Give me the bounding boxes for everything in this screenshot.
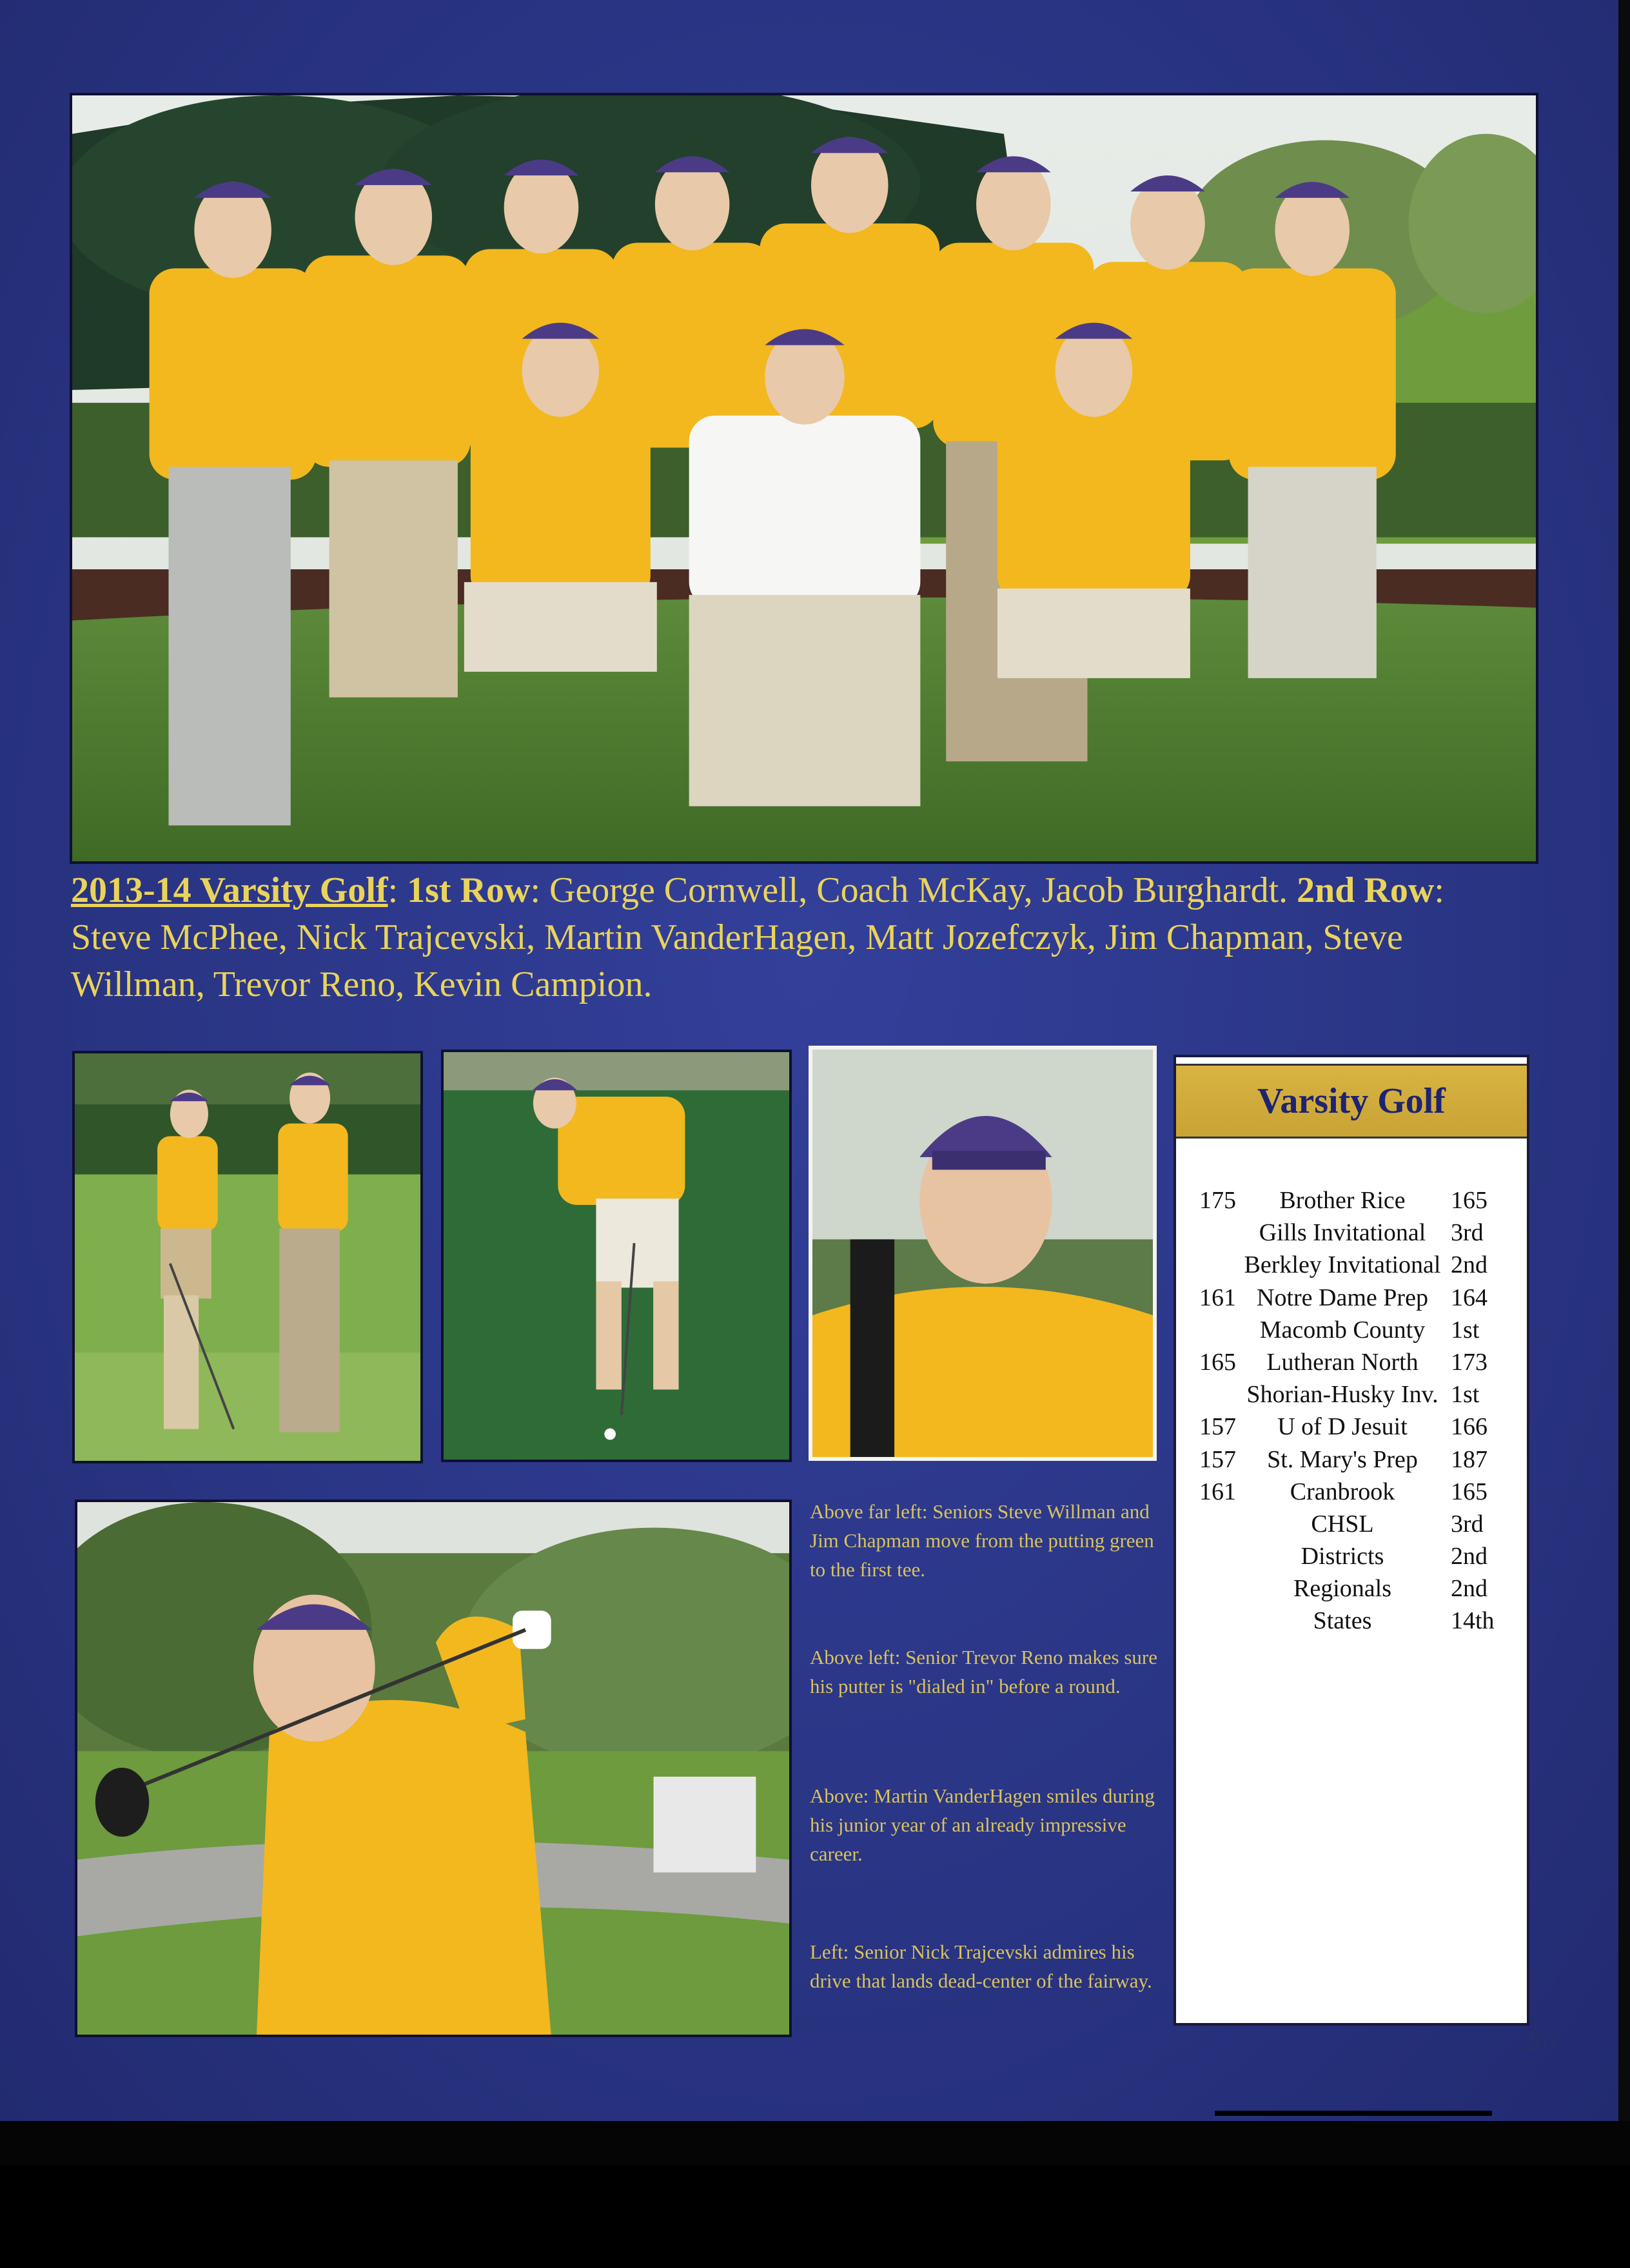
opponent-name: Notre Dame Prep	[1257, 1284, 1428, 1311]
head-coach-name: Doug McKay	[1252, 2226, 1451, 2265]
team-caption-title: 2013-14 Varsity Golf	[71, 870, 388, 910]
opponent-score: 1st	[1451, 1381, 1480, 1409]
row2-label: 2nd Row	[1297, 870, 1435, 910]
opponent-score: 2nd	[1451, 1543, 1488, 1570]
our-score: 161	[1199, 1478, 1236, 1505]
opponent-name: Macomb County	[1259, 1316, 1426, 1344]
opponent-score: 165	[1451, 1478, 1488, 1505]
schedule-row	[1188, 1186, 1523, 1218]
opponent-score: 2nd	[1451, 1251, 1488, 1279]
opponent-score: 173	[1451, 1348, 1488, 1376]
schedule-row	[1188, 1445, 1523, 1478]
opponent-score: 1st	[1451, 1316, 1480, 1344]
opponent-name: CHSL	[1311, 1510, 1374, 1538]
schedule-row	[1188, 1574, 1523, 1607]
our-score: 165	[1199, 1348, 1236, 1376]
opponent-score: 3rd	[1451, 1510, 1484, 1538]
opponent-name: Gills Invitational	[1259, 1219, 1426, 1247]
opponent-score: 2nd	[1451, 1575, 1488, 1603]
schedule-row	[1188, 1542, 1523, 1574]
row1-names: : George Cornwell, Coach McKay, Jacob Burghardt.	[530, 870, 1297, 910]
caption-far-left: Above far left: Seniors Steve Willman and Jim Chapman move from the putting green to the first tee.	[810, 1500, 1154, 1581]
our-score: 157	[1199, 1413, 1236, 1441]
schedule-row	[1188, 1478, 1523, 1510]
schedule-divider	[1215, 2111, 1492, 2116]
opponent-name: Shorian-Husky Inv.	[1246, 1381, 1439, 1409]
schedule-row	[1188, 1380, 1523, 1413]
opponent-name: U of D Jesuit	[1277, 1413, 1408, 1441]
opponent-score: 164	[1451, 1284, 1488, 1311]
opponent-name: St. Mary's Prep	[1267, 1445, 1418, 1473]
opponent-name: Regionals	[1293, 1575, 1391, 1603]
schedule-box	[1173, 1055, 1529, 2265]
schedule-title: Varsity Golf	[1176, 1064, 1527, 1139]
opponent-score: 166	[1451, 1413, 1488, 1441]
opponent-name: States	[1313, 1607, 1372, 1635]
our-score: 157	[1199, 1445, 1236, 1473]
opponent-score: 3rd	[1451, 1219, 1484, 1247]
schedule-row	[1188, 1316, 1523, 1348]
team-photo	[70, 93, 1538, 864]
opponent-score: 14th	[1451, 1607, 1495, 1635]
opponent-name: Districts	[1301, 1543, 1384, 1570]
opponent-name: Berkley Invitational	[1244, 1251, 1441, 1279]
caption-drive: Left: Senior Nick Trajcevski admires his drive that lands dead-center of the fairway.	[810, 1941, 1152, 1992]
schedule-row	[1188, 1413, 1523, 1445]
schedule-row	[1188, 1348, 1523, 1380]
row1-label: 1st Row	[407, 870, 531, 910]
schedule-row	[1188, 1607, 1523, 1639]
photo-portrait	[809, 1046, 1157, 1461]
photo-putting	[441, 1050, 792, 1462]
opponent-name: Brother Rice	[1279, 1187, 1406, 1214]
schedule-row	[1188, 1251, 1523, 1283]
schedule-row	[1188, 1218, 1523, 1251]
our-score: 175	[1199, 1187, 1236, 1214]
team-caption-colon: :	[388, 870, 408, 910]
caption-above: Above: Martin VanderHagen smiles during his junior year of an already impressive career.	[810, 1784, 1155, 1865]
opponent-name: Lutheran North	[1266, 1348, 1419, 1376]
opponent-score: 165	[1451, 1187, 1488, 1214]
schedule-row	[1188, 1284, 1523, 1316]
schedule-row	[1188, 1510, 1523, 1542]
scan-edge-right	[1618, 0, 1630, 2165]
opponent-name: Cranbrook	[1290, 1478, 1395, 1505]
head-coach	[1176, 2178, 1527, 2268]
photo-seniors-walking	[72, 1051, 423, 1463]
schedule-list	[1188, 1186, 1523, 1639]
scan-edge-bottom	[0, 2121, 1630, 2165]
opponent-score: 187	[1451, 1445, 1488, 1473]
row2-names: : Steve McPhee, Nick Trajcevski, Martin VanderHagen, Matt Jozefczyk, Jim Chapman, Steve Willman, Trevor Reno, Kevin Campion.	[71, 870, 1444, 1004]
team-caption	[71, 867, 1522, 1008]
page-number: 207	[1523, 2028, 1560, 2055]
caption-left: Above left: Senior Trevor Reno makes sure his putter is "dialed in" before a round.	[810, 1646, 1157, 1697]
head-coach-label: Head Coach:	[1254, 2181, 1449, 2220]
photo-drive	[75, 1500, 792, 2037]
our-score: 161	[1199, 1284, 1236, 1311]
